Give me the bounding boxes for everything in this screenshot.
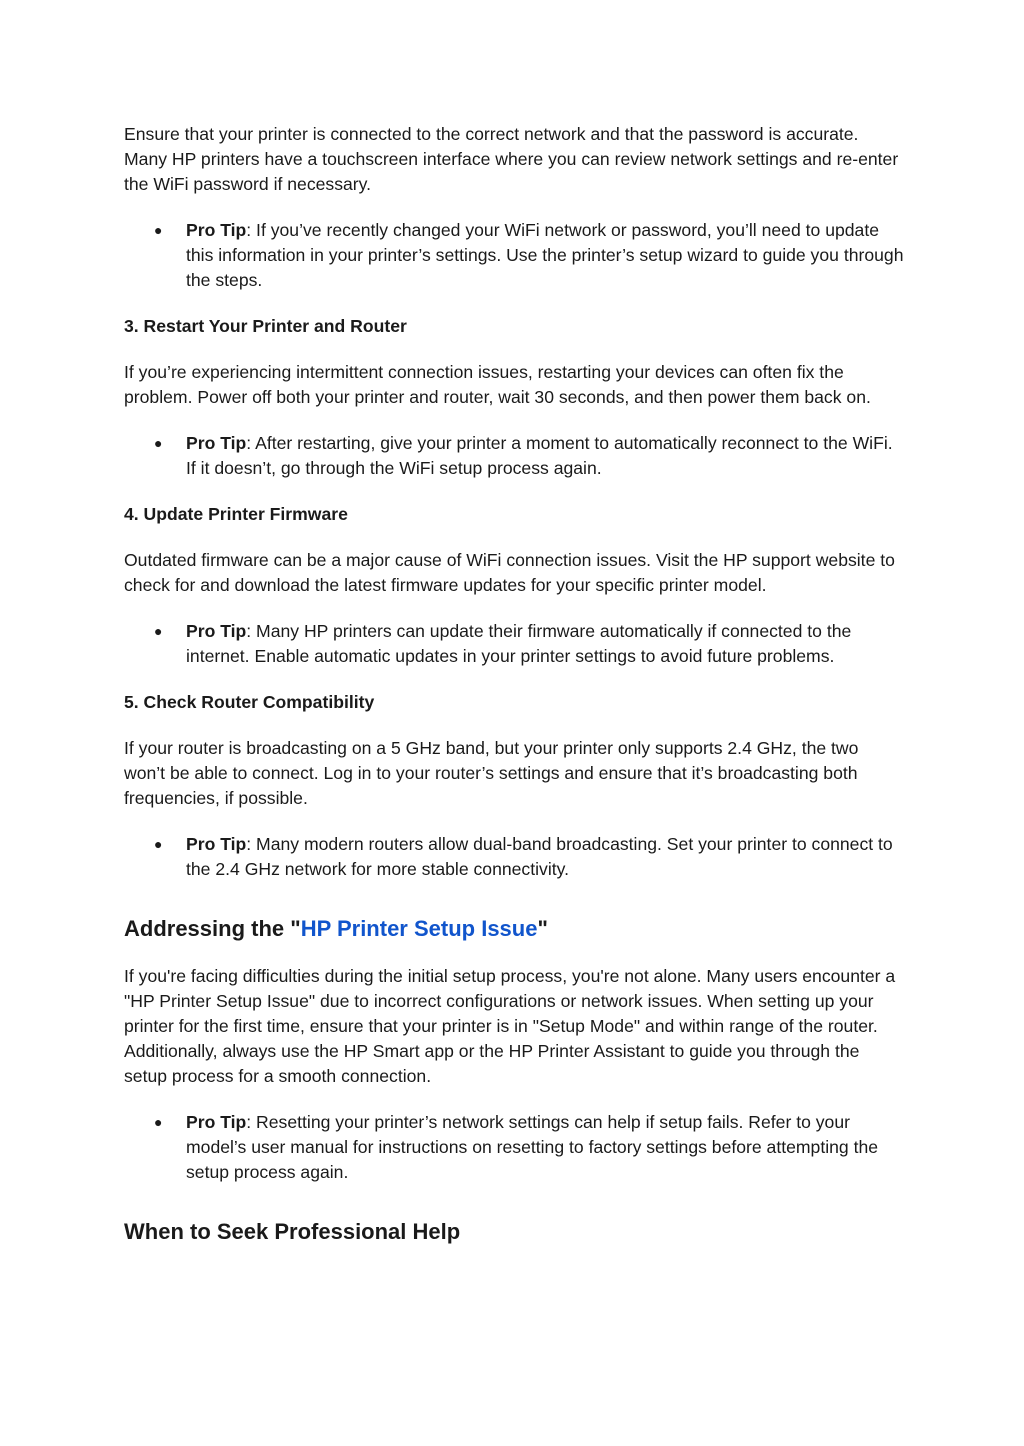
list-item xyxy=(124,619,904,669)
list-item xyxy=(124,1110,904,1185)
section-heading: When to Seek Professional Help xyxy=(124,1219,461,1244)
list-item xyxy=(124,832,904,882)
section-paragraph: If you're facing difficulties during the initial setup process, you're not alone. Many users encounter a "HP Printer Setup Issue" due to incorrect configurations or network issues. When setting up your printer for the first time, ensure that your printer is in "Setup Mode" and within range of the router. Additionally, always use the HP Smart app or the HP Printer Assistant to guide you through the setup process for a smooth connection. xyxy=(124,966,896,1086)
tip-label: Pro Tip xyxy=(186,220,247,240)
tip-label: Pro Tip xyxy=(186,834,247,854)
hp-printer-setup-issue-link[interactable]: HP Printer Setup Issue xyxy=(300,916,538,941)
tip-list xyxy=(124,832,904,882)
list-item xyxy=(124,218,904,293)
bullet-icon: ● xyxy=(154,435,163,451)
tip-text: : Many modern routers allow dual-band broadcasting. Set your printer to connect to the 2.4 GHz network for more stable connectivity. xyxy=(186,834,893,879)
tip-text: : Many HP printers can update their firmware automatically if connected to the internet. Enable automatic updates in your printer settings to avoid future problems. xyxy=(186,621,852,666)
step-heading: 4. Update Printer Firmware xyxy=(124,504,348,524)
tip-list xyxy=(124,218,904,293)
section-heading-prefix: Addressing the " xyxy=(124,916,301,941)
bullet-icon: ● xyxy=(154,1114,163,1130)
tip-label: Pro Tip xyxy=(186,1112,247,1132)
bullet-icon: ● xyxy=(154,623,163,639)
tip-text: : Resetting your printer’s network settings can help if setup fails. Refer to your model’s user manual for instructions on resetting to factory settings before attempting the setup process again. xyxy=(186,1112,879,1182)
step-heading: 5. Check Router Compatibility xyxy=(124,692,375,712)
tip-label: Pro Tip xyxy=(186,621,247,641)
intro-paragraph: Ensure that your printer is connected to the correct network and that the password is accurate. Many HP printers have a touchscreen interface where you can review network settings and re-enter the WiFi password if necessary. xyxy=(124,124,899,194)
section-heading-suffix: " xyxy=(537,916,548,941)
step-paragraph: Outdated firmware can be a major cause of WiFi connection issues. Visit the HP support website to check for and download the latest firmware updates for your specific printer model. xyxy=(124,550,895,595)
document-page xyxy=(124,122,904,1267)
tip-list xyxy=(124,619,904,669)
list-item xyxy=(124,431,904,481)
tip-list xyxy=(124,1110,904,1185)
bullet-icon: ● xyxy=(154,222,163,238)
tip-label: Pro Tip xyxy=(186,433,247,453)
section-heading xyxy=(124,914,904,944)
step-heading: 3. Restart Your Printer and Router xyxy=(124,316,407,336)
tip-list xyxy=(124,431,904,481)
bullet-icon: ● xyxy=(154,836,163,852)
step-paragraph: If you’re experiencing intermittent connection issues, restarting your devices can often fix the problem. Power off both your printer and router, wait 30 seconds, and then power them back on. xyxy=(124,362,871,407)
tip-text: : If you’ve recently changed your WiFi network or password, you’ll need to update this information in your printer’s settings. Use the printer’s setup wizard to guide you through the steps. xyxy=(186,220,904,290)
step-paragraph: If your router is broadcasting on a 5 GHz band, but your printer only supports 2.4 GHz, the two won’t be able to connect. Log in to your router’s settings and ensure that it’s broadcasting both frequencies, if possible. xyxy=(124,738,859,808)
tip-text: : After restarting, give your printer a moment to automatically reconnect to the WiFi. If it doesn’t, go through the WiFi setup process again. xyxy=(186,433,893,478)
